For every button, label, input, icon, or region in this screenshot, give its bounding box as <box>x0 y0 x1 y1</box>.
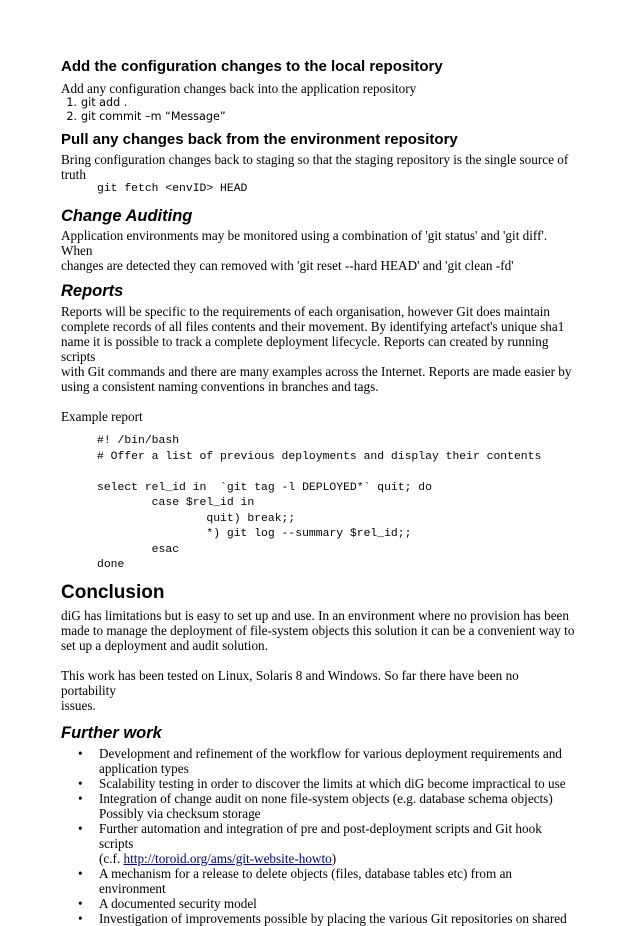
bullet-icon: • <box>78 910 83 926</box>
reports-line: complete records of all files contents and their movement. By identifying artefact's unique sha1 <box>61 319 565 334</box>
bullet-icon: • <box>78 745 83 761</box>
bullet-icon: • <box>78 895 83 911</box>
reports-paragraph <box>61 304 576 394</box>
reports-line: Reports will be specific to the requirements of each organisation, however Git does maintain <box>61 304 551 319</box>
section-heading-reports: Reports <box>61 282 124 300</box>
section-heading-add-config: Add the configuration changes to the local repository <box>61 58 443 75</box>
document-page <box>61 58 576 926</box>
section-heading-change-auditing: Change Auditing <box>61 207 193 225</box>
list-item: • A mechanism for a release to delete objects (files, database tables etc) from an environment <box>78 865 513 896</box>
list-item: • A documented security model <box>78 895 257 911</box>
bullet-icon: • <box>78 790 83 806</box>
section-text-auditing-line1: Application environments may be monitored using a combination of 'git status' and 'git diff'. When <box>61 228 548 258</box>
list-item: • Further automation and integration of pre and post-deployment scripts and Git hook scripts (c.f. http://toroid.org/ams/git-website-howto) <box>78 820 542 866</box>
reports-line: with Git commands and there are many examples across the Internet. Reports are made easier by <box>61 364 572 379</box>
section-text-add-config: Add any configuration changes back into the application repository <box>61 81 417 96</box>
list-item: • Integration of change audit on none file-system objects (e.g. database schema objects) Possibly via checksum storage <box>78 790 553 821</box>
list-item: 2. git commit –m “Message” <box>66 110 226 123</box>
section-text-auditing-line2: changes are detected they can removed with 'git reset --hard HEAD' and 'git clean -fd' <box>61 258 514 273</box>
code-line: case $rel_id in <box>97 497 255 509</box>
example-script-code <box>61 434 576 574</box>
conclusion-line: made to manage the deployment of file-system objects this solution it can be a convenient way to <box>61 622 575 638</box>
code-line: select rel_id in `git tag -l DEPLOYED*` quit; do <box>97 481 432 494</box>
list-item: • Development and refinement of the workflow for various deployment requirements and application types <box>78 745 562 776</box>
bullet-icon: • <box>78 820 83 836</box>
section-text-pull-line2: truth <box>61 167 86 182</box>
git-steps-list <box>61 96 576 124</box>
bullet-icon: • <box>78 865 83 881</box>
list-item: • Scalability testing in order to discover the limits at which diG become impractical to use <box>78 775 566 791</box>
code-line: *) git log --summary $rel_id;; <box>97 528 412 540</box>
conclusion-paragraph-2 <box>61 668 576 713</box>
code-line: #! /bin/bash <box>97 435 180 447</box>
list-item: 1. git add . <box>66 96 128 109</box>
git-website-howto-link[interactable]: http://toroid.org/ams/git-website-howto <box>123 850 332 866</box>
conclusion-line: diG has limitations but is easy to set up and use. In an environment where no provision has been <box>61 607 569 623</box>
section-text-pull-line1: Bring configuration changes back to staging so that the staging repository is the single source of <box>61 152 569 167</box>
conclusion-paragraph-1 <box>61 608 576 653</box>
code-line: done <box>97 559 125 571</box>
example-report-label: Example report <box>61 409 143 424</box>
reports-line: using a consistent naming conventions in branches and tags. <box>61 379 379 394</box>
section-heading-further-work: Further work <box>61 723 162 742</box>
code-line: # Offer a list of previous deployments and display their contents <box>97 450 542 463</box>
conclusion-line: This work has been tested on Linux, Solaris 8 and Windows. So far there have been no portability <box>61 667 519 698</box>
conclusion-line: set up a deployment and audit solution. <box>61 637 268 653</box>
further-work-list <box>61 746 576 926</box>
section-heading-conclusion: Conclusion <box>61 581 165 603</box>
list-item: • Investigation of improvements possible by placing the various Git repositories on shared <box>78 910 567 926</box>
code-line <box>97 465 576 481</box>
code-line: quit) break;; <box>97 512 296 525</box>
reports-line: name it is possible to track a complete deployment lifecycle. Reports can created by running scripts <box>61 334 549 364</box>
section-heading-pull-changes: Pull any changes back from the environment repository <box>61 131 458 148</box>
fetch-command: git fetch <envID> HEAD <box>97 183 248 195</box>
conclusion-line: issues. <box>61 697 96 713</box>
code-line: esac <box>97 543 180 556</box>
bullet-icon: • <box>78 775 83 791</box>
